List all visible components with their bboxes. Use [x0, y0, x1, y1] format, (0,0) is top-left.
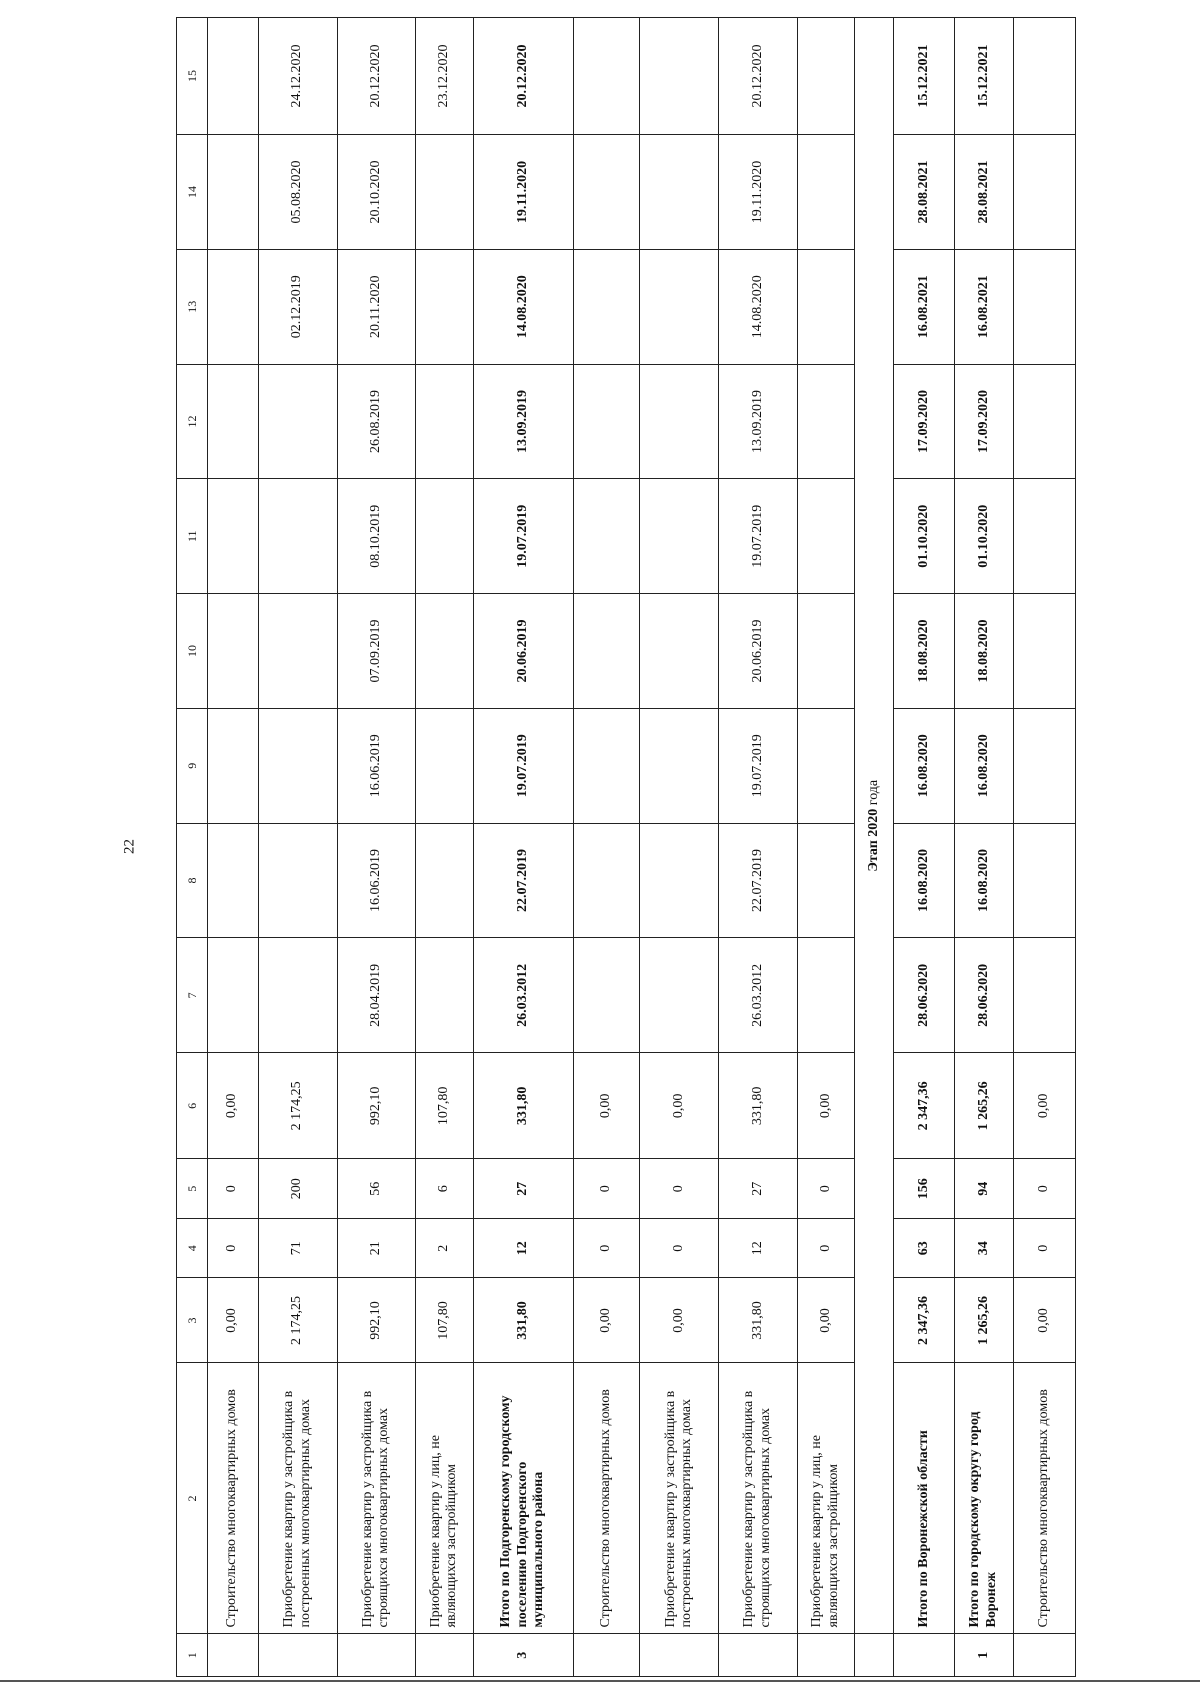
value-cell: 01.10.2020: [893, 479, 954, 594]
value-cell: 28.08.2021: [955, 135, 1013, 250]
value-cell: [1013, 364, 1075, 479]
value-cell: 16.08.2020: [955, 708, 1013, 823]
value-cell: 27: [719, 1159, 798, 1219]
value-cell: 27: [473, 1159, 573, 1219]
value-cell: [258, 708, 337, 823]
value-cell: 16.06.2019: [337, 823, 416, 938]
value-cell: 18.08.2020: [955, 594, 1013, 709]
value-cell: 21: [337, 1218, 416, 1278]
value-cell: 16.08.2021: [955, 249, 1013, 364]
row-number-cell: [337, 1634, 416, 1677]
value-cell: 19.11.2020: [719, 135, 798, 250]
value-cell: 2 174,25: [258, 1053, 337, 1159]
value-cell: 331,80: [719, 1053, 798, 1159]
value-cell: [1013, 18, 1075, 135]
value-cell: 0: [640, 1218, 719, 1278]
value-cell: [797, 135, 854, 250]
value-cell: 01.10.2020: [955, 479, 1013, 594]
value-cell: [207, 938, 258, 1053]
value-cell: [258, 479, 337, 594]
value-cell: [573, 938, 639, 1053]
value-cell: 34: [955, 1218, 1013, 1278]
value-cell: [207, 249, 258, 364]
value-cell: 331,80: [719, 1278, 798, 1363]
value-cell: [640, 938, 719, 1053]
table-row: [719, 18, 798, 1677]
value-cell: 07.09.2019: [337, 594, 416, 709]
value-cell: [573, 249, 639, 364]
value-cell: [207, 823, 258, 938]
value-cell: 24.12.2020: [258, 18, 337, 135]
value-cell: 0,00: [573, 1053, 639, 1159]
row-name-cell: Приобретение квартир у застройщика в строящихся многоквартирных домах: [719, 1363, 798, 1634]
rotated-table-wrapper: [176, 17, 1076, 1677]
value-cell: [797, 708, 854, 823]
table-row: [1013, 18, 1075, 1677]
value-cell: [416, 364, 473, 479]
table-row: [893, 18, 954, 1677]
value-cell: [640, 249, 719, 364]
value-cell: 16.08.2020: [893, 708, 954, 823]
value-cell: 20.10.2020: [337, 135, 416, 250]
value-cell: [573, 708, 639, 823]
col-number: 9: [177, 708, 208, 823]
col-number: 12: [177, 364, 208, 479]
value-cell: 0: [797, 1218, 854, 1278]
table-row: [416, 18, 473, 1677]
col-number: 11: [177, 479, 208, 594]
value-cell: [207, 18, 258, 135]
value-cell: 0,00: [573, 1278, 639, 1363]
row-number-cell: [258, 1634, 337, 1677]
value-cell: 13.09.2019: [473, 364, 573, 479]
value-cell: 0,00: [797, 1053, 854, 1159]
row-name-cell: Приобретение квартир у лиц, не являющихся застройщиком: [416, 1363, 473, 1634]
value-cell: 0,00: [640, 1278, 719, 1363]
col-number: 13: [177, 249, 208, 364]
value-cell: 0: [1013, 1218, 1075, 1278]
value-cell: [416, 938, 473, 1053]
value-cell: 20.12.2020: [719, 18, 798, 135]
value-cell: 0: [797, 1159, 854, 1219]
value-cell: 16.06.2019: [337, 708, 416, 823]
col-number: 4: [177, 1218, 208, 1278]
value-cell: 0,00: [1013, 1278, 1075, 1363]
col-number: 15: [177, 18, 208, 135]
row-name-cell: Приобретение квартир у лиц, не являющихся застройщиком: [797, 1363, 854, 1634]
value-cell: [573, 594, 639, 709]
value-cell: 200: [258, 1159, 337, 1219]
value-cell: [797, 479, 854, 594]
table-row: [573, 18, 639, 1677]
value-cell: 02.12.2019: [258, 249, 337, 364]
value-cell: 19.07.2019: [473, 479, 573, 594]
row-name-cell: Строительство многоквартирных домов: [1013, 1363, 1075, 1634]
value-cell: [797, 594, 854, 709]
row-name-cell: Итого по городскому округу город Воронеж: [955, 1363, 1013, 1634]
value-cell: 0: [573, 1159, 639, 1219]
row-number-cell: [640, 1634, 719, 1677]
value-cell: [640, 594, 719, 709]
table-row: [473, 18, 573, 1677]
col-number: 7: [177, 938, 208, 1053]
row-number-cell: [797, 1634, 854, 1677]
value-cell: 26.03.2012: [473, 938, 573, 1053]
value-cell: 16.08.2020: [955, 823, 1013, 938]
value-cell: [258, 594, 337, 709]
row-number-cell: 1: [955, 1634, 1013, 1677]
value-cell: 0,00: [1013, 1053, 1075, 1159]
row-number-cell: 3: [473, 1634, 573, 1677]
value-cell: 0,00: [207, 1278, 258, 1363]
value-cell: 17.09.2020: [955, 364, 1013, 479]
row-name-cell: Приобретение квартир у застройщика в построенных многоквартирных домах: [640, 1363, 719, 1634]
value-cell: [640, 364, 719, 479]
value-cell: 22.07.2019: [473, 823, 573, 938]
value-cell: [797, 18, 854, 135]
table-row: [640, 18, 719, 1677]
scan-edge-line: [0, 1680, 1200, 1682]
value-cell: [258, 823, 337, 938]
row-name-cell: Приобретение квартир у застройщика в строящихся многоквартирных домах: [337, 1363, 416, 1634]
value-cell: 156: [893, 1159, 954, 1219]
value-cell: 12: [473, 1218, 573, 1278]
value-cell: 56: [337, 1159, 416, 1219]
value-cell: 13.09.2019: [719, 364, 798, 479]
value-cell: [640, 135, 719, 250]
value-cell: [1013, 823, 1075, 938]
value-cell: [573, 479, 639, 594]
value-cell: 0: [1013, 1159, 1075, 1219]
col-number: 10: [177, 594, 208, 709]
value-cell: [640, 18, 719, 135]
row-name-cell: Приобретение квартир у застройщика в построенных многоквартирных домах: [258, 1363, 337, 1634]
value-cell: 63: [893, 1218, 954, 1278]
stage-row: [855, 18, 894, 1677]
value-cell: [1013, 479, 1075, 594]
page-number: 22: [121, 839, 138, 854]
value-cell: 0: [207, 1218, 258, 1278]
value-cell: [573, 18, 639, 135]
value-cell: 1 265,26: [955, 1278, 1013, 1363]
value-cell: 992,10: [337, 1053, 416, 1159]
value-cell: 0,00: [640, 1053, 719, 1159]
table-row: [258, 18, 337, 1677]
value-cell: 1 265,26: [955, 1053, 1013, 1159]
value-cell: 19.07.2019: [719, 479, 798, 594]
value-cell: [797, 938, 854, 1053]
value-cell: 107,80: [416, 1053, 473, 1159]
value-cell: 28.06.2020: [893, 938, 954, 1053]
value-cell: 71: [258, 1218, 337, 1278]
value-cell: [1013, 594, 1075, 709]
value-cell: [1013, 938, 1075, 1053]
table-row: [797, 18, 854, 1677]
table-body: [177, 18, 1076, 1677]
value-cell: 2 347,36: [893, 1278, 954, 1363]
value-cell: 08.10.2019: [337, 479, 416, 594]
value-cell: 20.06.2019: [719, 594, 798, 709]
value-cell: [416, 135, 473, 250]
stage-spacer-cell: [855, 1634, 894, 1677]
value-cell: 22.07.2019: [719, 823, 798, 938]
value-cell: 20.12.2020: [337, 18, 416, 135]
value-cell: [797, 823, 854, 938]
value-cell: 0,00: [797, 1278, 854, 1363]
row-name-cell: Итого по Воронежской области: [893, 1363, 954, 1634]
value-cell: [207, 594, 258, 709]
value-cell: 28.04.2019: [337, 938, 416, 1053]
stage-title-suffix: года: [865, 779, 881, 809]
table-row: [207, 18, 258, 1677]
value-cell: [1013, 135, 1075, 250]
row-number-cell: [719, 1634, 798, 1677]
value-cell: 12: [719, 1218, 798, 1278]
row-number-cell: [416, 1634, 473, 1677]
stage-title-bold: Этап 2020: [865, 808, 881, 872]
value-cell: [640, 823, 719, 938]
value-cell: [573, 364, 639, 479]
value-cell: 16.08.2021: [893, 249, 954, 364]
value-cell: 19.11.2020: [473, 135, 573, 250]
value-cell: [207, 708, 258, 823]
value-cell: 19.07.2019: [719, 708, 798, 823]
value-cell: [416, 249, 473, 364]
value-cell: 17.09.2020: [893, 364, 954, 479]
value-cell: 2: [416, 1218, 473, 1278]
value-cell: [258, 364, 337, 479]
value-cell: 15.12.2021: [955, 18, 1013, 135]
value-cell: 94: [955, 1159, 1013, 1219]
value-cell: 992,10: [337, 1278, 416, 1363]
value-cell: [416, 823, 473, 938]
row-number-cell: [1013, 1634, 1075, 1677]
value-cell: [640, 708, 719, 823]
column-number-row: [177, 18, 208, 1677]
value-cell: 2 174,25: [258, 1278, 337, 1363]
value-cell: 15.12.2021: [893, 18, 954, 135]
value-cell: 20.11.2020: [337, 249, 416, 364]
value-cell: [416, 708, 473, 823]
row-name-cell: Строительство многоквартирных домов: [207, 1363, 258, 1634]
row-name-cell: Итого по Подгоренскому городскому поселению Подгоренского муниципального района: [473, 1363, 573, 1634]
value-cell: 05.08.2020: [258, 135, 337, 250]
value-cell: [207, 364, 258, 479]
col-number: 2: [177, 1363, 208, 1634]
value-cell: [207, 135, 258, 250]
value-cell: 28.08.2021: [893, 135, 954, 250]
value-cell: 0: [573, 1218, 639, 1278]
col-number: 6: [177, 1053, 208, 1159]
value-cell: 14.08.2020: [719, 249, 798, 364]
value-cell: 14.08.2020: [473, 249, 573, 364]
value-cell: [573, 823, 639, 938]
value-cell: 0: [207, 1159, 258, 1219]
row-name-cell: Строительство многоквартирных домов: [573, 1363, 639, 1634]
stage-title: [855, 18, 894, 1635]
row-number-cell: [573, 1634, 639, 1677]
data-table: [176, 17, 1076, 1677]
table-row: [337, 18, 416, 1677]
value-cell: 23.12.2020: [416, 18, 473, 135]
value-cell: 331,80: [473, 1053, 573, 1159]
value-cell: [258, 938, 337, 1053]
value-cell: [207, 479, 258, 594]
value-cell: [797, 364, 854, 479]
value-cell: [416, 479, 473, 594]
value-cell: 28.06.2020: [955, 938, 1013, 1053]
value-cell: [416, 594, 473, 709]
value-cell: [1013, 708, 1075, 823]
value-cell: 19.07.2019: [473, 708, 573, 823]
value-cell: 0,00: [207, 1053, 258, 1159]
col-number: 5: [177, 1159, 208, 1219]
value-cell: 6: [416, 1159, 473, 1219]
value-cell: [1013, 249, 1075, 364]
value-cell: 107,80: [416, 1278, 473, 1363]
value-cell: 16.08.2020: [893, 823, 954, 938]
value-cell: 26.08.2019: [337, 364, 416, 479]
col-number: 14: [177, 135, 208, 250]
value-cell: [797, 249, 854, 364]
col-number: 8: [177, 823, 208, 938]
value-cell: 26.03.2012: [719, 938, 798, 1053]
value-cell: 0: [640, 1159, 719, 1219]
row-number-cell: [207, 1634, 258, 1677]
row-number-cell: [893, 1634, 954, 1677]
col-number: 1: [177, 1634, 208, 1677]
value-cell: 2 347,36: [893, 1053, 954, 1159]
value-cell: 331,80: [473, 1278, 573, 1363]
table-row: [955, 18, 1013, 1677]
value-cell: 20.06.2019: [473, 594, 573, 709]
value-cell: [573, 135, 639, 250]
col-number: 3: [177, 1278, 208, 1363]
value-cell: 18.08.2020: [893, 594, 954, 709]
value-cell: 20.12.2020: [473, 18, 573, 135]
value-cell: [640, 479, 719, 594]
